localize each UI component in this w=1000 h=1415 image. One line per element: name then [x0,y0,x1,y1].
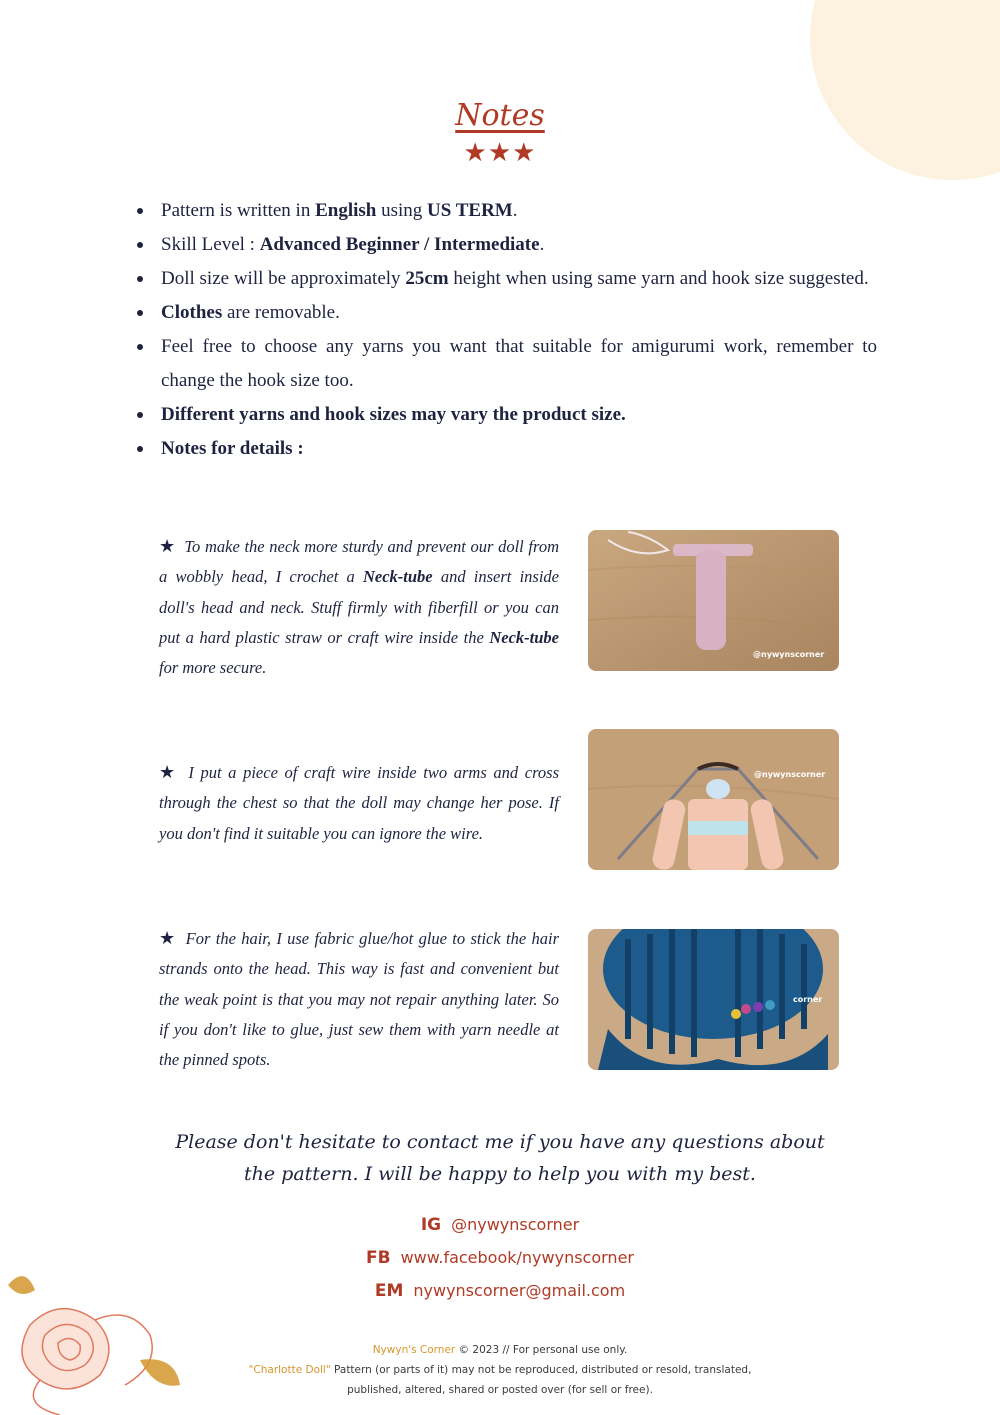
star-icon: ★ [159,536,176,556]
note-text: Skill Level : [161,234,260,255]
footer-brand: Nywyn's Corner [372,1344,456,1356]
star-icon: ★ [159,928,177,948]
contact-instagram [0,1215,1000,1235]
email-address[interactable]: nywynscorner@gmail.com [413,1281,626,1300]
detail-text: Neck-tube [489,627,559,647]
detail-text: To make the neck more sturdy and prevent our doll from a wobbly head, I crochet a [159,537,559,587]
bullet-icon [137,242,143,248]
title-stars: ★★★ [463,138,537,168]
detail-text: For the hair, I use fabric glue/hot glue to stick the hair strands onto the head. This way is fast and convenient but the weak point is that you may not repair anything later. So if you don't like to glue, just sew them with yarn needle at the pinned spots. [159,929,559,1070]
note-text: Feel free to choose any yarns you want that suitable for amigurumi work, remember to change the hook size too. [161,336,877,391]
bullet-icon [137,446,143,452]
contact-message-line1: Please don't hesitate to contact me if you have any questions about [175,1131,825,1153]
detail-text: Neck-tube [362,567,433,587]
bullet-icon [137,412,143,418]
bullet-icon [137,310,143,316]
neck-tube-photo [588,530,839,671]
footer-line3: published, altered, shared or posted over (for sell or free). [347,1384,653,1396]
note-text: Clothes [161,302,223,323]
photo-watermark: @nywynscorner [754,770,826,779]
star-icon: ★ [159,762,178,782]
note-text: Advanced Beginner / Intermediate [259,234,540,255]
detail-text: and insert inside doll's head and neck. Stuff firmly with fiberfill or you can put a hard plastic straw or craft wire inside the [159,567,559,647]
note-item [135,228,877,262]
notes-list [135,194,877,466]
detail-text: I put a piece of craft wire inside two arms and cross through the chest so that the doll may change her pose. If you don't find it suitable you can ignore the wire. [159,763,560,843]
craft-wire-photo [588,729,839,870]
note-text: Doll size will be approximately [161,268,406,289]
contact-message-line2: the pattern. I will be happy to help you with my best. [244,1163,756,1185]
contact-message [0,1126,1000,1190]
detail-neck-tube [159,531,559,683]
photo-watermark: @nywynscorner [753,650,825,659]
note-text: Pattern is written in [161,200,316,221]
footer-rights: Pattern (or parts of it) may not be reproduced, distributed or resold, translated, [330,1364,752,1376]
email-label: EM [374,1281,404,1301]
hair-photo [588,929,839,1070]
note-text: . [539,234,545,255]
instagram-label: IG [420,1215,442,1235]
note-item [135,194,877,228]
footer-copyright: © 2023 // For personal use only. [455,1344,628,1356]
detail-craft-wire [159,757,559,849]
facebook-label: FB [365,1248,391,1268]
note-item [135,262,877,296]
note-item [135,432,877,466]
note-text: 25cm [405,268,449,289]
note-text: Notes for details : [161,438,304,459]
note-text: English [315,200,377,221]
note-item [135,330,877,398]
note-text: using [376,200,428,221]
note-text: US TERM [427,200,513,221]
footer-pattern-name: "Charlotte Doll" [248,1364,331,1376]
bullet-icon [137,208,143,214]
photo-watermark: corner [793,995,823,1004]
page-title: Notes [455,98,545,133]
facebook-link[interactable]: www.facebook/nywynscorner [400,1248,634,1267]
note-text: are removable. [222,302,340,323]
detail-hair [159,923,559,1075]
note-text: Different yarns and hook sizes may vary the product size. [161,404,626,425]
note-text: height when using same yarn and hook size suggested. [448,268,869,289]
bullet-icon [137,276,143,282]
note-item [135,296,877,330]
bullet-icon [137,344,143,350]
note-text: . [512,200,518,221]
instagram-handle[interactable]: @nywynscorner [451,1215,580,1234]
detail-text: for more secure. [159,658,267,678]
note-item [135,398,877,432]
flower-illustration [0,1265,185,1415]
